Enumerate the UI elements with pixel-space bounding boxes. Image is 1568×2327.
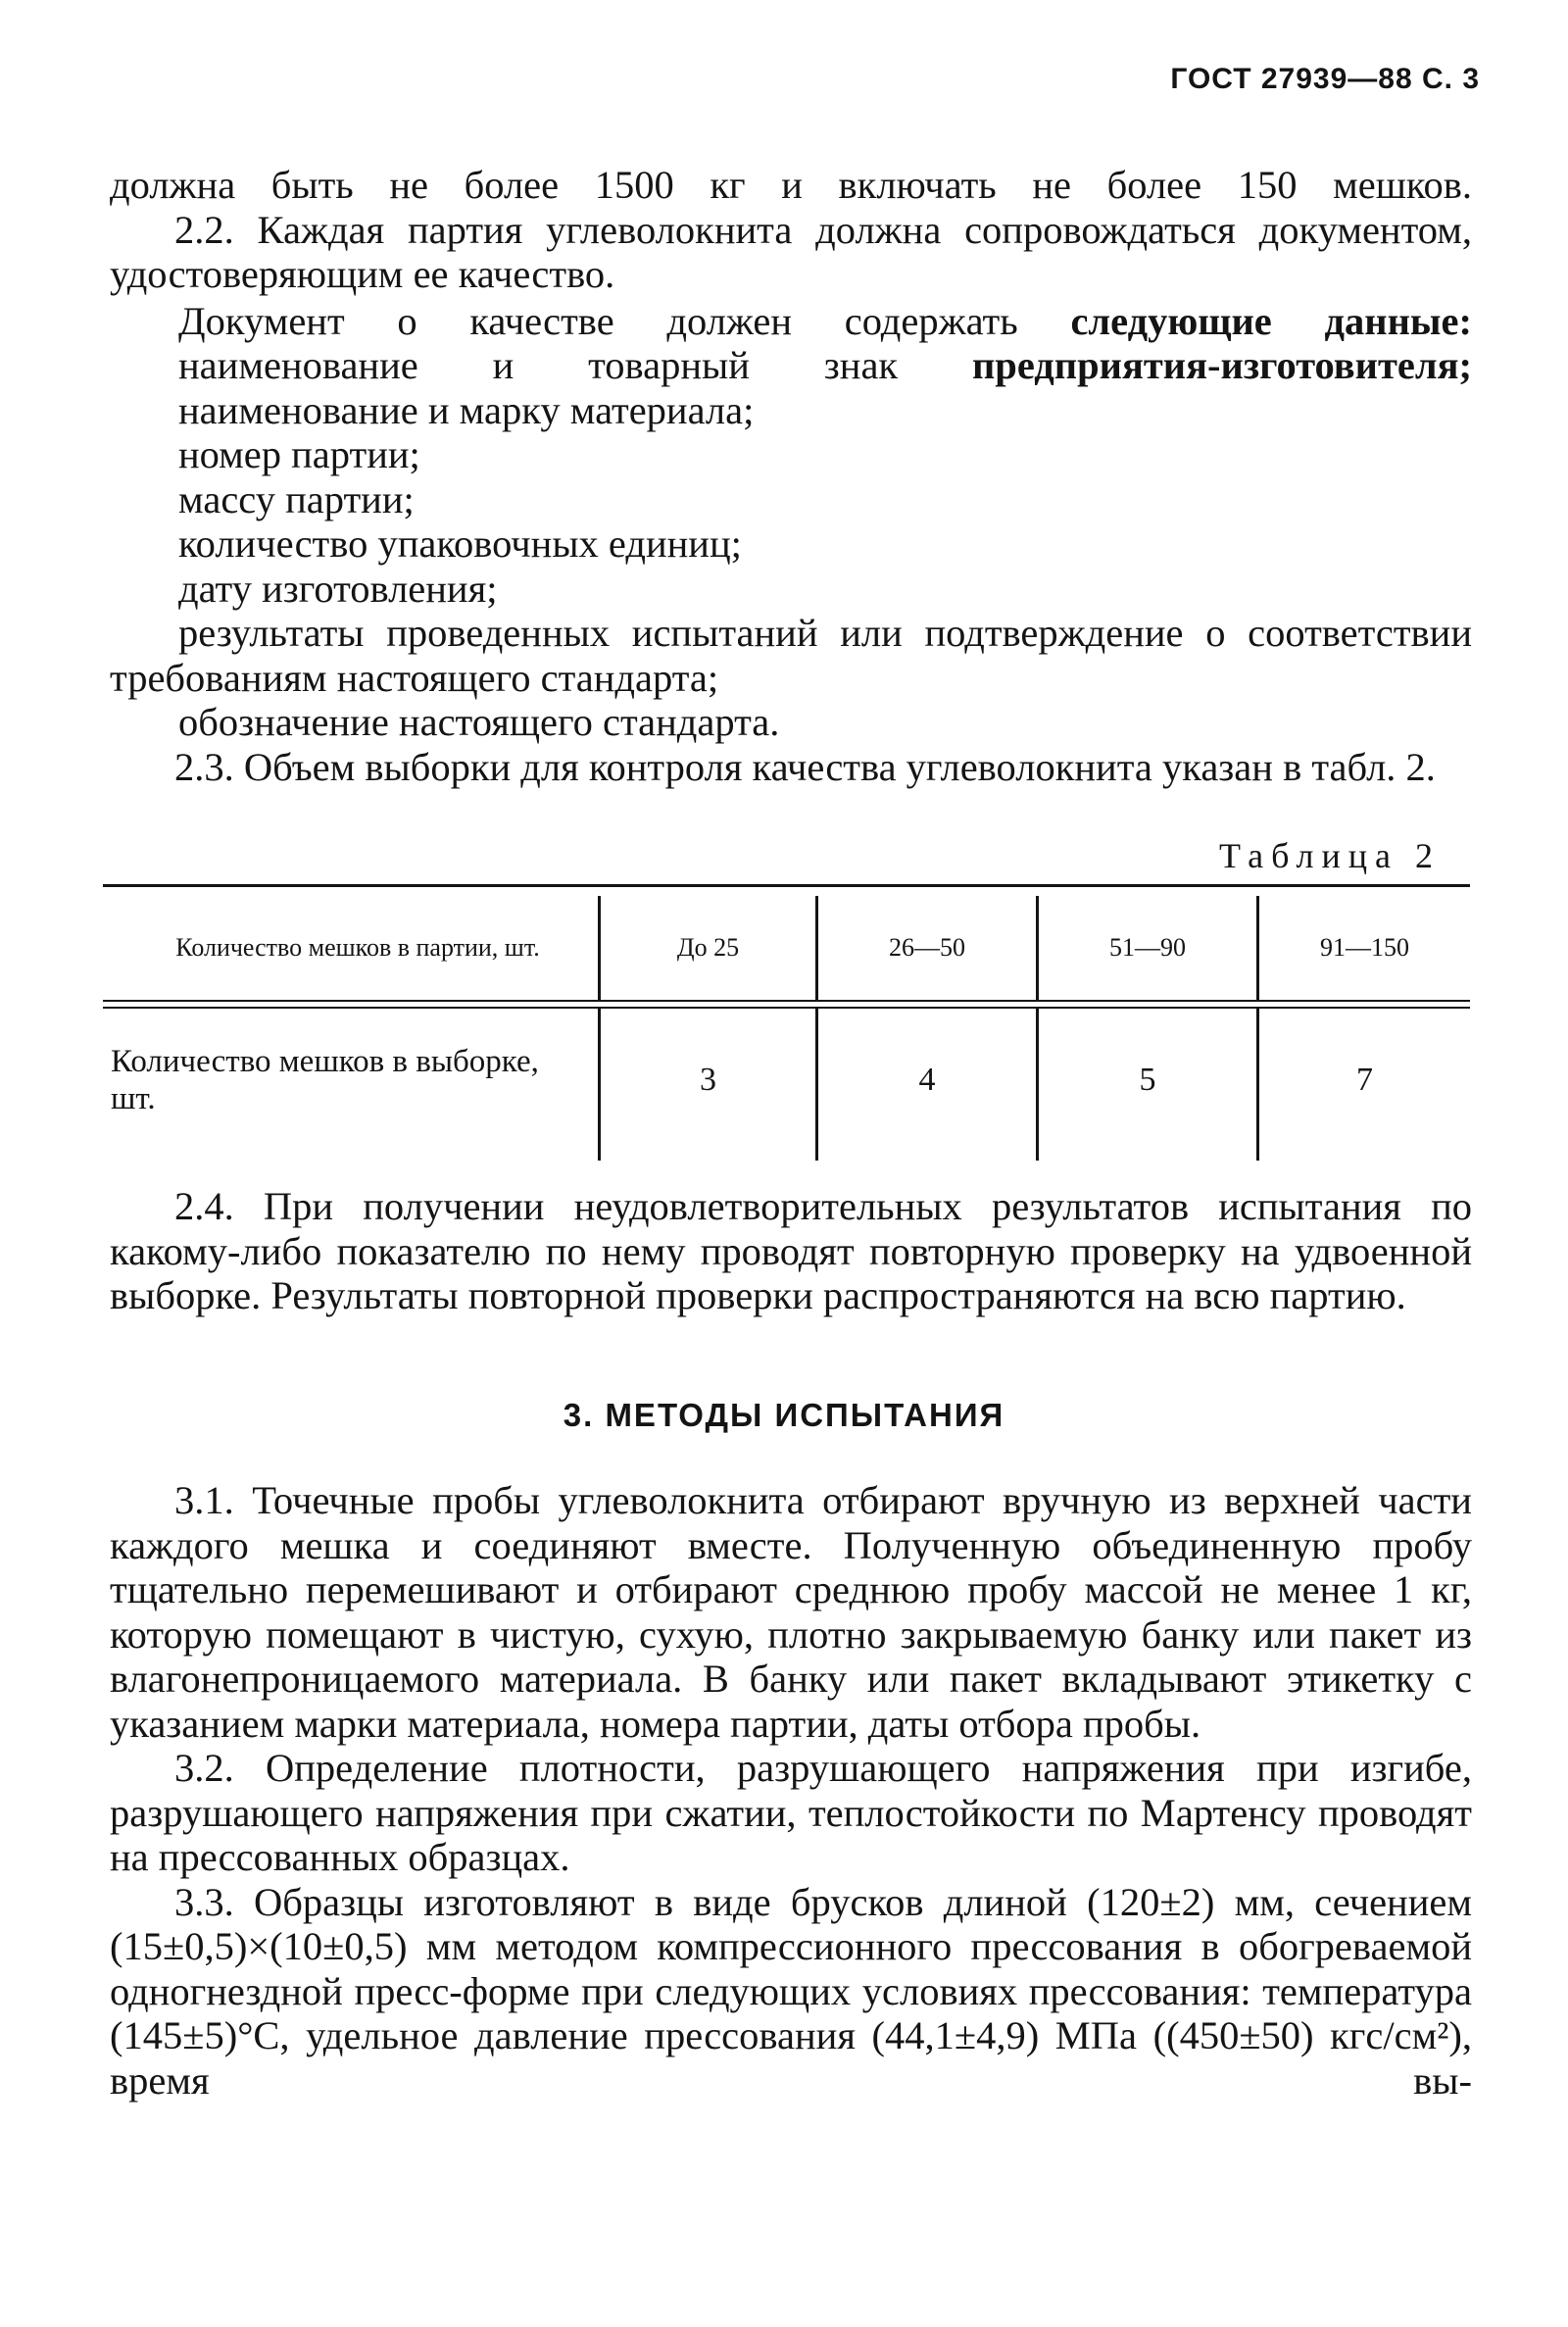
table-cell: 4 [918,1062,936,1098]
list-item: массу партии; [178,476,415,521]
table-header-rule-1 [103,1000,1470,1002]
list-item: наименование и товарный знак предприятия-изготовителя; [178,343,1472,387]
list-item: обозначение настоящего стандарта. [178,700,780,744]
list-item: количество упаковочных единиц; [178,521,742,566]
section-title: 3. МЕТОДЫ ИСПЫТАНИЯ [563,1397,1005,1433]
table-column-header: До 25 [676,933,740,962]
paragraph-2-3: 2.3. Объем выборки для контроля качества углеволокнита указан в табл. 2. [174,744,1436,789]
section-3-block [110,1478,1472,2103]
list-item: наименование и марку материала; [178,387,755,432]
running-head: ГОСТ 27939—88 С. 3 [1170,63,1480,95]
paragraph-2-2: 2.2. Каждая партия углеволокнита должна сопровождаться документом, удостоверяющим ее качество. [110,207,1472,296]
list-item: результаты проведенных испытаний или подтверждение о соответствии требованиям настоящего стандарта; [110,611,1472,700]
table-column-header: 51—90 [1109,933,1186,962]
doc-intro: Документ о качестве должен содержать следующие данные: [178,298,1472,343]
table-column-header: 91—150 [1320,933,1409,962]
para-2-4-block [110,1184,1472,1318]
paragraph-3-1: 3.1. Точечные пробы углеволокнита отбирают вручную из верхней части каждого мешка и соединяют вместе. Полученную объединенную пробу тщательно перемешивают и отбирают среднюю пробу массой не менее 1 кг, которую помещают в чистую, сухую, плотно закрываемую банку или пакет из влагонепроницаемого материала. В банку или пакет вкладывают этикетку с указанием марки материала, номера партии, даты отбора пробы. [110,1478,1472,1746]
paragraph-3-2: 3.2. Определение плотности, разрушающего напряжения при изгибе, разрушающего напряжения при сжатии, теплостойкости по Мартенсу проводят на прессованных образцах. [110,1746,1472,1879]
table-cell: 3 [700,1062,716,1098]
table-header-rule-2 [103,1007,1470,1009]
table-cell: 7 [1356,1062,1373,1098]
paragraph-3-3: 3.3. Образцы изготовляют в виде брусков длиной (120±2) мм, сечением (15±0,5)×(10±0,5) мм методом компрессионного прессования в обогреваемой одногнездной пресс-форме при следующих условиях прессования: температура (145±5)°С, удельное давление прессования (44,1±4,9) МПа ((450±50) кгс/см²), время вы- [110,1879,1472,2103]
top-text-block [110,163,1472,789]
list-item: дату изготовления; [178,566,498,611]
paragraph-2-4: 2.4. При получении неудовлетворительных результатов испытания по какому-либо показателю по нему проводят повторную проверку на удвоенной выборке. Результаты повторной проверки распространяются на всю партию. [110,1184,1472,1317]
table-top-rule [103,884,1470,887]
table-cell: 5 [1139,1062,1156,1098]
table-caption: Таблица 2 [1219,836,1441,875]
table-header-label: Количество мешков в партии, шт. [175,933,540,962]
list-item: номер партии; [178,432,420,476]
table-column-header: 26—50 [889,933,965,962]
sample-size-table [103,884,1470,1161]
paragraph-continuation: должна быть не более 1500 кг и включать не более 150 мешков. [110,163,1472,207]
table-row-label: Количество мешков в выборке, шт. [111,1044,539,1116]
